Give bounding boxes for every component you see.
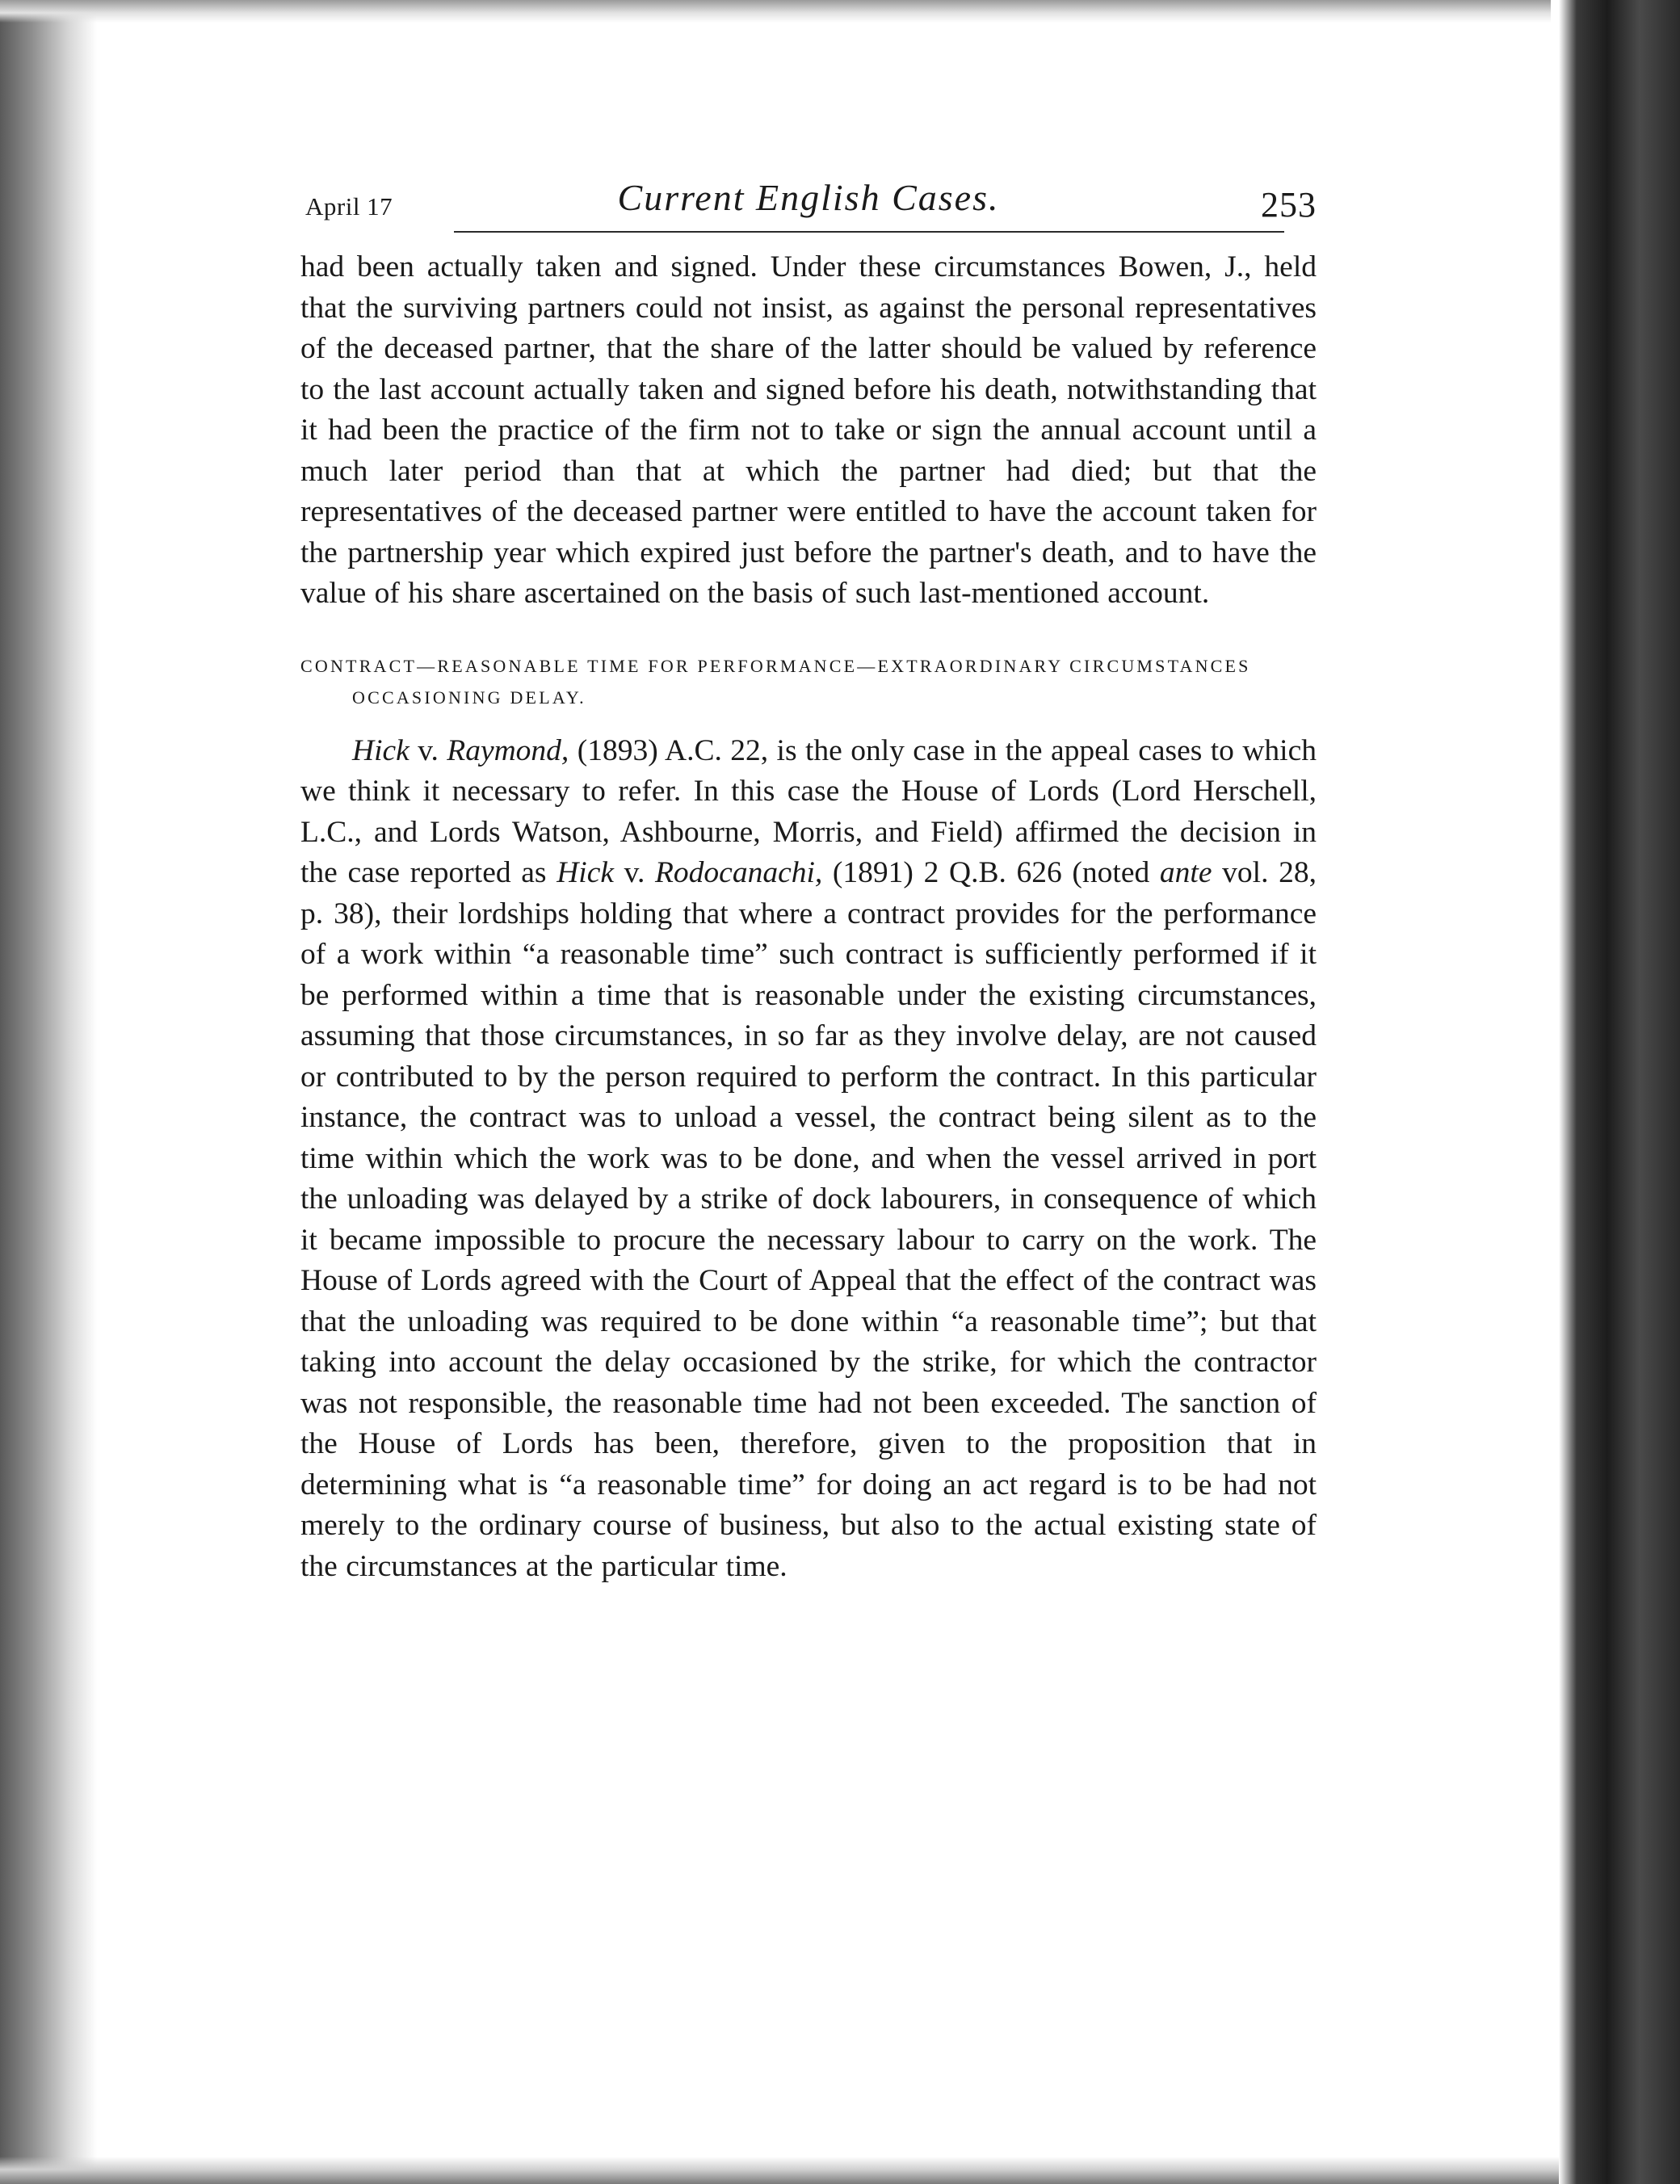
header-title: Current English Cases. [617, 177, 1000, 218]
scan-bottom-edge [0, 2157, 1559, 2184]
case-name: Hick [352, 733, 410, 767]
case-party: Rodocanachi, [655, 856, 823, 889]
page-number: 253 [1261, 185, 1317, 225]
paragraph-2 [300, 731, 1317, 1588]
versus: v. [409, 733, 447, 767]
ante-word: ante [1159, 856, 1212, 889]
case-name: Hick [556, 856, 614, 889]
citation-text: (1893) A.C. 22, is the only case in the appeal cases to which we think it necessary to refer. In this case the House of Lords (Lord Herschell, L.C., and Lords Watson, Ashbourne, Morris, and Field) affirmed the decision in the case reported as [300, 733, 1317, 889]
scan-right-edge [1559, 0, 1680, 2184]
paragraph-2-body: vol. 28, p. 38), their lordships holding that where a contract provides for the performance of a work within “a reasonable time” such contract is sufficiently performed if it be performed within a time that is reasonable under the existing circumstances, assuming that those circumstances, in so far as they involve delay, are not caused or contributed to by the person required to perform the contract. In this particular instance, the contract was to unload a vessel, the contract being silent as to the time within which the work was to be done, and when the vessel arrived in port the unloading was delayed by a strike of dock labourers, in consequence of which it became impossible to procure the necessary labour to carry on the work. The House of Lords agreed with the Court of Appeal that the effect of the contract was that the unloading was required to be done within “a reasonable time”; but that taking into account the delay occasioned by the strike, for which the contractor was not responsible, the reasonable time had not been exceeded. The sanction of the House of Lords has been, therefore, given to the proposition that in determining what is “a reasonable time” for doing an act regard is to be had not merely to the ordinary course of business, but also to the actual existing state of the circumstances at the particular time. [300, 856, 1317, 1583]
scan-top-edge [0, 0, 1551, 23]
scan-left-edge [0, 0, 97, 2184]
case-party: Raymond, [447, 733, 569, 767]
versus: v. [613, 856, 656, 889]
header-date: April 17 [305, 192, 393, 220]
header-rule [454, 231, 1284, 233]
page-content [300, 174, 1317, 1587]
citation-text: (1891) 2 Q.B. 626 (noted [822, 856, 1160, 889]
running-header [300, 174, 1317, 226]
paragraph-1: had been actually taken and signed. Under these circumstances Bowen, J., held that the surviving partners could not insist, as against the personal representatives of the deceased partner, that the share of the latter should be valued by reference to the last account actually taken and signed before his death, notwithstanding that it had been the practice of the firm not to take or sign the annual account until a much later period than that at which the partner had died; but that the representatives of the deceased partner were entitled to have the account taken for the partnership year which expired just before the partner's death, and to have the value of his share ascertained on the basis of such last-mentioned account. [300, 250, 1317, 610]
section-headnote: CONTRACT—REASONABLE TIME FOR PERFORMANCE—EXTRAORDINARY CIRCUMSTANCES OCCASIONING DELAY. [300, 655, 1251, 708]
